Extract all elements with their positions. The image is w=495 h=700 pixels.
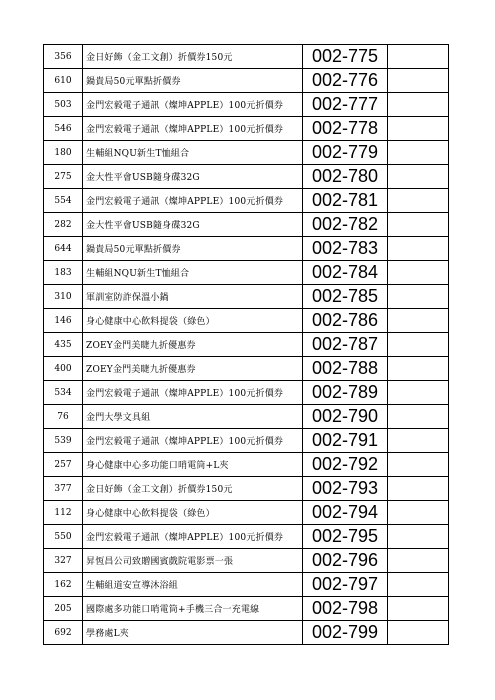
table-row [44, 261, 449, 285]
prize-item-cell: 軍訓室防詐保溫小鍋 [83, 285, 303, 309]
row-number-cell: 534 [44, 381, 83, 405]
prize-item-cell: 身心健康中心多功能口哨電筒+L夾 [83, 453, 303, 477]
table-row [44, 381, 449, 405]
row-number-cell: 503 [44, 93, 83, 117]
blank-cell [388, 525, 449, 549]
prize-item-cell: 金日好飾（金工文創）折價券150元 [83, 45, 303, 69]
prize-item-cell: 金門宏毅電子通訊（燦坤APPLE）100元折價券 [83, 93, 303, 117]
row-number-cell: 610 [44, 69, 83, 93]
prize-table [43, 44, 449, 645]
ticket-code-cell: 002-799 [303, 621, 388, 645]
ticket-code-cell: 002-794 [303, 501, 388, 525]
blank-cell [388, 117, 449, 141]
prize-item-cell: 金門宏毅電子通訊（燦坤APPLE）100元折價券 [83, 381, 303, 405]
table-row [44, 117, 449, 141]
row-number-cell: 550 [44, 525, 83, 549]
ticket-code-cell: 002-792 [303, 453, 388, 477]
prize-item-cell: 金門宏毅電子通訊（燦坤APPLE）100元折價券 [83, 189, 303, 213]
ticket-code-cell: 002-777 [303, 93, 388, 117]
ticket-code-cell: 002-793 [303, 477, 388, 501]
table-row [44, 501, 449, 525]
ticket-code-cell: 002-789 [303, 381, 388, 405]
row-number-cell: 275 [44, 165, 83, 189]
row-number-cell: 282 [44, 213, 83, 237]
table-row [44, 237, 449, 261]
prize-item-cell: 金大性平會USB隨身碟32G [83, 213, 303, 237]
blank-cell [388, 309, 449, 333]
prize-item-cell: ZOEY金門美睫九折優惠券 [83, 333, 303, 357]
blank-cell [388, 597, 449, 621]
ticket-code-cell: 002-779 [303, 141, 388, 165]
blank-cell [388, 381, 449, 405]
table-row [44, 141, 449, 165]
ticket-code-cell: 002-797 [303, 573, 388, 597]
table-row [44, 357, 449, 381]
blank-cell [388, 453, 449, 477]
prize-item-cell: 生輔組道安宣導沐浴組 [83, 573, 303, 597]
row-number-cell: 539 [44, 429, 83, 453]
prize-item-cell: 學務處L夾 [83, 621, 303, 645]
row-number-cell: 183 [44, 261, 83, 285]
row-number-cell: 327 [44, 549, 83, 573]
ticket-code-cell: 002-796 [303, 549, 388, 573]
table-row [44, 189, 449, 213]
prize-item-cell: 生輔組NQU新生T恤組合 [83, 261, 303, 285]
ticket-code-cell: 002-781 [303, 189, 388, 213]
table-row [44, 429, 449, 453]
blank-cell [388, 477, 449, 501]
row-number-cell: 310 [44, 285, 83, 309]
row-number-cell: 162 [44, 573, 83, 597]
table-row [44, 405, 449, 429]
row-number-cell: 257 [44, 453, 83, 477]
row-number-cell: 377 [44, 477, 83, 501]
blank-cell [388, 357, 449, 381]
prize-item-cell: 金門宏毅電子通訊（燦坤APPLE）100元折價券 [83, 525, 303, 549]
row-number-cell: 435 [44, 333, 83, 357]
table-row [44, 45, 449, 69]
prize-item-cell: 金門宏毅電子通訊（燦坤APPLE）100元折價券 [83, 117, 303, 141]
table-row [44, 213, 449, 237]
prize-item-cell: 身心健康中心飲料提袋（綠色） [83, 501, 303, 525]
prize-item-cell: 國際處多功能口哨電筒+手機三合一充電線 [83, 597, 303, 621]
row-number-cell: 112 [44, 501, 83, 525]
table-row [44, 477, 449, 501]
table-row [44, 69, 449, 93]
prize-item-cell: ZOEY金門美睫九折優惠券 [83, 357, 303, 381]
ticket-code-cell: 002-780 [303, 165, 388, 189]
table-row [44, 285, 449, 309]
table-row [44, 573, 449, 597]
table-row [44, 93, 449, 117]
table-row [44, 621, 449, 645]
ticket-code-cell: 002-785 [303, 285, 388, 309]
blank-cell [388, 141, 449, 165]
ticket-code-cell: 002-776 [303, 69, 388, 93]
row-number-cell: 205 [44, 597, 83, 621]
prize-item-cell: 昇恆昌公司致贈國賓戲院電影票一張 [83, 549, 303, 573]
ticket-code-cell: 002-775 [303, 45, 388, 69]
blank-cell [388, 285, 449, 309]
prize-item-cell: 金大性平會USB隨身碟32G [83, 165, 303, 189]
ticket-code-cell: 002-782 [303, 213, 388, 237]
blank-cell [388, 261, 449, 285]
prize-table-body [44, 45, 449, 645]
table-row [44, 549, 449, 573]
blank-cell [388, 621, 449, 645]
ticket-code-cell: 002-791 [303, 429, 388, 453]
row-number-cell: 400 [44, 357, 83, 381]
blank-cell [388, 213, 449, 237]
blank-cell [388, 93, 449, 117]
table-row [44, 333, 449, 357]
blank-cell [388, 405, 449, 429]
blank-cell [388, 429, 449, 453]
prize-item-cell: 鍋貴局50元單點折價券 [83, 237, 303, 261]
prize-item-cell: 金日好飾（金工文創）折價券150元 [83, 477, 303, 501]
row-number-cell: 546 [44, 117, 83, 141]
prize-item-cell: 鍋貴局50元單點折價券 [83, 69, 303, 93]
blank-cell [388, 549, 449, 573]
row-number-cell: 644 [44, 237, 83, 261]
row-number-cell: 146 [44, 309, 83, 333]
row-number-cell: 692 [44, 621, 83, 645]
prize-item-cell: 身心健康中心飲料提袋（綠色） [83, 309, 303, 333]
blank-cell [388, 501, 449, 525]
prize-item-cell: 金門宏毅電子通訊（燦坤APPLE）100元折價券 [83, 429, 303, 453]
blank-cell [388, 69, 449, 93]
row-number-cell: 554 [44, 189, 83, 213]
ticket-code-cell: 002-788 [303, 357, 388, 381]
ticket-code-cell: 002-787 [303, 333, 388, 357]
ticket-code-cell: 002-798 [303, 597, 388, 621]
row-number-cell: 76 [44, 405, 83, 429]
ticket-code-cell: 002-795 [303, 525, 388, 549]
blank-cell [388, 333, 449, 357]
ticket-code-cell: 002-790 [303, 405, 388, 429]
ticket-code-cell: 002-783 [303, 237, 388, 261]
blank-cell [388, 237, 449, 261]
table-row [44, 525, 449, 549]
ticket-code-cell: 002-786 [303, 309, 388, 333]
row-number-cell: 180 [44, 141, 83, 165]
table-row [44, 597, 449, 621]
table-row [44, 453, 449, 477]
blank-cell [388, 45, 449, 69]
prize-item-cell: 金門大學文具組 [83, 405, 303, 429]
table-row [44, 309, 449, 333]
ticket-code-cell: 002-778 [303, 117, 388, 141]
blank-cell [388, 189, 449, 213]
row-number-cell: 356 [44, 45, 83, 69]
prize-item-cell: 生輔組NQU新生T恤組合 [83, 141, 303, 165]
blank-cell [388, 165, 449, 189]
table-row [44, 165, 449, 189]
ticket-code-cell: 002-784 [303, 261, 388, 285]
blank-cell [388, 573, 449, 597]
